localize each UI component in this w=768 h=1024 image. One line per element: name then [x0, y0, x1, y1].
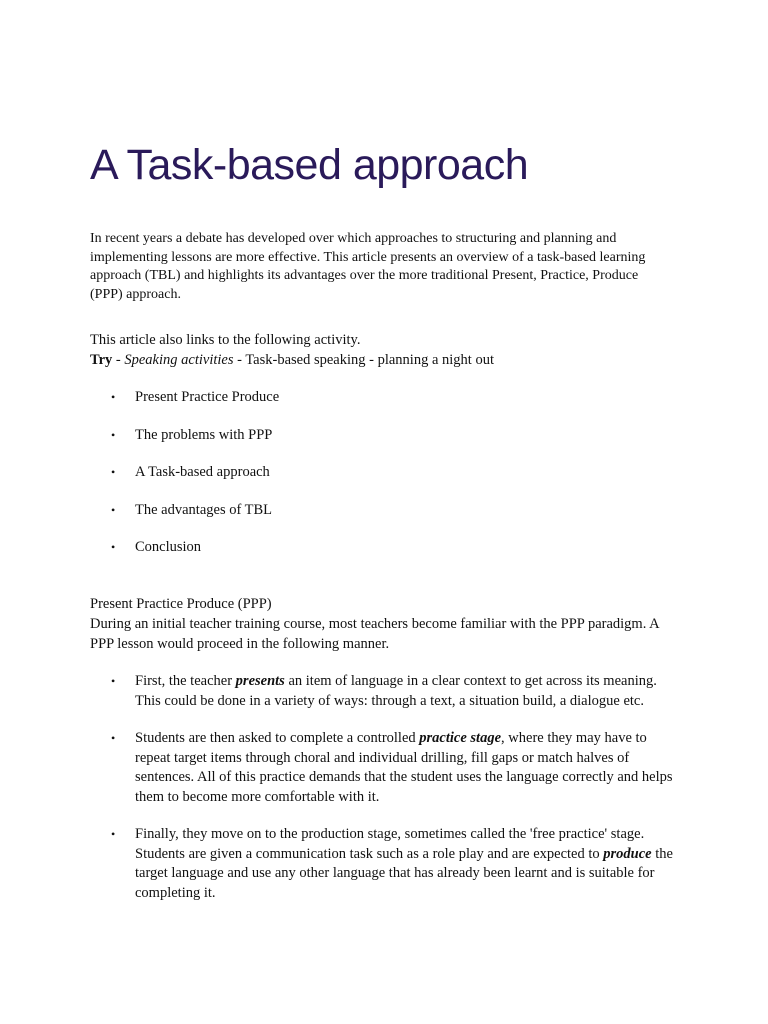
- section-intro: During an initial teacher training course, most teachers become familiar with the PPP paradigm. A PPP lesson would proceed in the following manner.: [90, 616, 659, 652]
- activity-category-link[interactable]: Speaking activities: [124, 352, 234, 368]
- toc-item-problems-with-ppp[interactable]: [90, 425, 279, 463]
- stage-emphasis: practice stage: [419, 730, 502, 746]
- toc-item-conclusion[interactable]: [90, 537, 279, 575]
- bullet-icon: •: [111, 731, 116, 745]
- toc-item-label: The problems with PPP: [135, 426, 273, 443]
- bullet-icon: •: [111, 502, 116, 517]
- stage-text-after: , where they may have to repeat target items through choral and individual drilling, fill gaps or match halves of sentences. All of this practice demands that the student uses the language correctly and helps them to become more comfortable with it.: [135, 730, 673, 805]
- stage-text-after: an item of language in a clear context to get across its meaning. This could be done in a variety of ways: through a text, a situation build, a dialogue etc.: [135, 673, 657, 709]
- intro-paragraph: In recent years a debate has developed over which approaches to structuring and planning and implementing lessons are more effective. This article presents an overview of a task-based learning approach (TBL) and highlights its advantages over the more traditional Present, Practice, Produce (PPP) approach.: [90, 231, 646, 302]
- ppp-stages-list: [90, 672, 685, 921]
- stage-emphasis: produce: [603, 845, 652, 862]
- stage-text-after: the target language and use any other language that has already been learnt and is suitable for completing it.: [135, 845, 673, 901]
- related-activity: [90, 330, 670, 370]
- activity-title[interactable]: - Task-based speaking - planning a night out: [233, 352, 494, 368]
- list-item: [90, 729, 685, 807]
- table-of-contents: [90, 387, 279, 575]
- toc-item-task-based-approach[interactable]: [90, 462, 279, 500]
- toc-item-advantages-of-tbl[interactable]: [90, 500, 279, 538]
- bullet-icon: •: [111, 390, 116, 404]
- toc-item-label: Present Practice Produce: [135, 389, 280, 405]
- bullet-icon: •: [111, 540, 116, 554]
- list-item: [90, 672, 685, 711]
- page-title: A Task-based approach: [90, 141, 529, 189]
- bullet-icon: •: [111, 674, 116, 688]
- stage-emphasis: presents: [235, 673, 285, 689]
- toc-item-label: A Task-based approach: [135, 464, 270, 480]
- try-separator: -: [112, 352, 125, 368]
- section-heading: Present Practice Produce (PPP): [90, 596, 272, 612]
- try-label: Try: [90, 352, 113, 368]
- stage-text-before: First, the teacher: [135, 673, 236, 689]
- ppp-section: [90, 594, 680, 654]
- toc-item-present-practice-produce[interactable]: [90, 387, 279, 425]
- bullet-icon: •: [111, 465, 116, 479]
- links-intro-text: This article also links to the following activity.: [90, 332, 361, 348]
- toc-item-label: The advantages of TBL: [135, 501, 273, 518]
- toc-item-label: Conclusion: [135, 539, 202, 555]
- stage-text-before: Students are then asked to complete a controlled: [135, 730, 420, 746]
- bullet-icon: •: [111, 427, 116, 442]
- stage-text-before: Finally, they move on to the production stage, sometimes called the 'free practice' stage. Students are given a communication task such as a role play and are expected to: [135, 826, 645, 862]
- try-line: [90, 350, 670, 370]
- list-item: [90, 825, 685, 903]
- bullet-icon: •: [111, 827, 116, 841]
